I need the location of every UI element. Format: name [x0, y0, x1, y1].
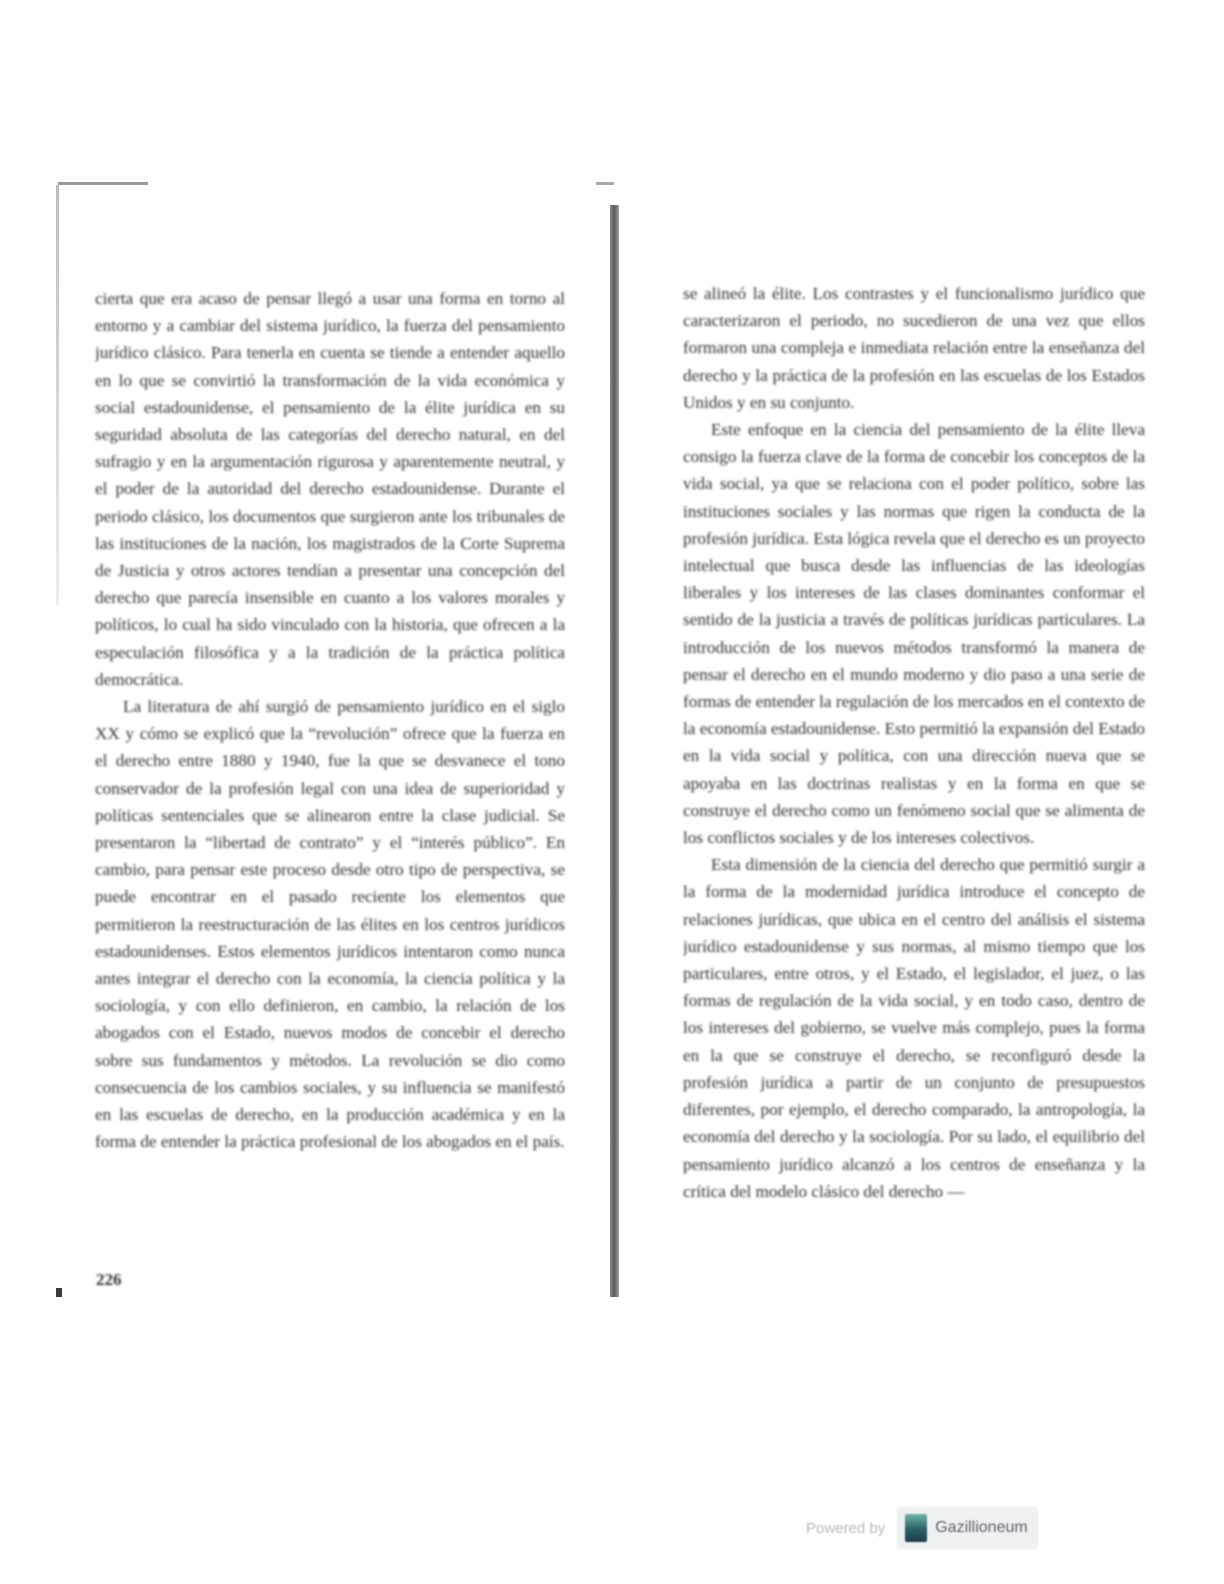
body-paragraph: cierta que era acaso de pensar llegó a usar una forma en torno al entorno y a cambiar del sistema jurídico, la fuerza del pensamiento jurídico clásico. Para tenerla en cuenta se tiende a entender aquello en lo que se convirtió la transformación de la vida económica y social estadounidense, el pensamiento de la élite jurídica en su seguridad absoluta de las categorías del derecho natural, en del sufragio y en la argumentación rigurosa y aparentemente neutral, y el poder de la autoridad del derecho estadounidense. Durante el periodo clásico, los documentos que surgieron ante los tribunales de las instituciones de la nación, los magistrados de la Corte Suprema de Justicia y otros actores tendían a presentar una concepción del derecho que parecía insensible en cuanto a los valores morales y políticos, lo cual ha sido vinculado con la historia, que ofrecen a la especulación filosófica y a la tradición de la práctica política democrática.: [95, 289, 565, 689]
brand-name: Gazillioneum: [935, 1519, 1028, 1536]
corner-mark: [56, 1288, 62, 1297]
powered-by-badge[interactable]: [806, 1504, 1144, 1552]
page-number: 226: [96, 1270, 122, 1289]
brand-logo-box[interactable]: [897, 1507, 1037, 1549]
left-page-side-edge: [56, 185, 59, 605]
left-page-text-column: [95, 285, 565, 1257]
body-paragraph: Este enfoque en la ciencia del pensamiento de la élite lleva consigo la fuerza clave de la forma de concebir los conceptos de la vida social, ya que se relaciona con el poder político, sobre las instituciones sociales y las normas que rigen la conducta de la profesión jurídica. Esta lógica revela que el derecho es un proyecto intelectual que busca desde las influencias de las ideologías liberales y los intereses de las clases dominantes conformar el sentido de la justicia a través de políticas jurídicas particulares. La introducción de los nuevos métodos transformó la manera de pensar el derecho en el mundo moderno y dio paso a una serie de formas de entender la regulación de los mercados en el contexto de la economía estadounidense. Esto permitió la expansión del Estado en la vida social y política, con una dirección nueva que se apoyaba en las doctrinas realistas y en la forma en que se construye el derecho como un fenómeno social que se alimenta de los conflictos sociales y de los intereses colectivos.: [683, 420, 1145, 848]
right-page-top-edge: [596, 182, 614, 185]
book-gutter-shadow: [610, 205, 619, 1297]
body-paragraph: se alineó la élite. Los contrastes y el funcionalismo jurídico que caracterizaron el periodo, no sucedieron de una vez que ellos formaron una compleja e inmediata relación entre la enseñanza del derecho y la práctica de la profesión en las escuelas de los Estados Unidos y en su conjunto.: [683, 284, 1145, 412]
body-paragraph: Esta dimensión de la ciencia del derecho que permitió surgir a la forma de la modernidad jurídica introduce el concepto de relaciones jurídicas, que ubica en el centro del análisis el sistema jurídico estadounidense y sus normas, al mismo tiempo que los particulares, entre otros, y el Estado, el legislador, el juez, o las formas de regulación de la vida social, y en todo caso, dentro de los intereses del gobierno, se vuelve más complejo, pues la forma en la que se construye el derecho, se reconfiguró desde la profesión jurídica a partir de un conjunto de presupuestos diferentes, por ejemplo, el derecho comparado, la antropología, la economía del derecho y la sociología. Por su lado, el equilibrio del pensamiento jurídico alcanzó a los centros de enseñanza y la crítica del modelo clásico del derecho —: [683, 855, 1145, 1201]
body-paragraph: La literatura de ahí surgió de pensamiento jurídico en el siglo XX y cómo se explicó que la “revolución” ofrece que la fuerza en el derecho entre 1880 y 1940, fue la que se desvanece el tono conservador de la profesión legal con una idea de superioridad y políticas sentenciales que se alinearon entre la clase judicial. Se presentaron la “libertad de contrato” y el “interés público”. En cambio, para pensar este proceso desde otro tipo de perspectiva, se puede encontrar en el pasado reciente los elementos que permitieron la reestructuración de las élites en los centros jurídicos estadounidenses. Estos elementos jurídicos intentaron como nunca antes integrar el derecho con la economía, la ciencia política y la sociología, y con ello definieron, en cambio, la relación de los abogados con el Estado, nuevos modos de concebir el derecho sobre sus fundamentos y métodos. La revolución se dio como consecuencia de los cambios sociales, y su influencia se manifestó en las escuelas de derecho, en la producción académica y en la forma de entender la práctica profesional de los abogados en el país.: [95, 697, 565, 1152]
powered-by-label: Powered by: [806, 1519, 886, 1537]
right-page-text-column: [683, 280, 1145, 1230]
left-page-top-edge: [58, 182, 148, 185]
brand-logo-icon: [905, 1514, 927, 1542]
